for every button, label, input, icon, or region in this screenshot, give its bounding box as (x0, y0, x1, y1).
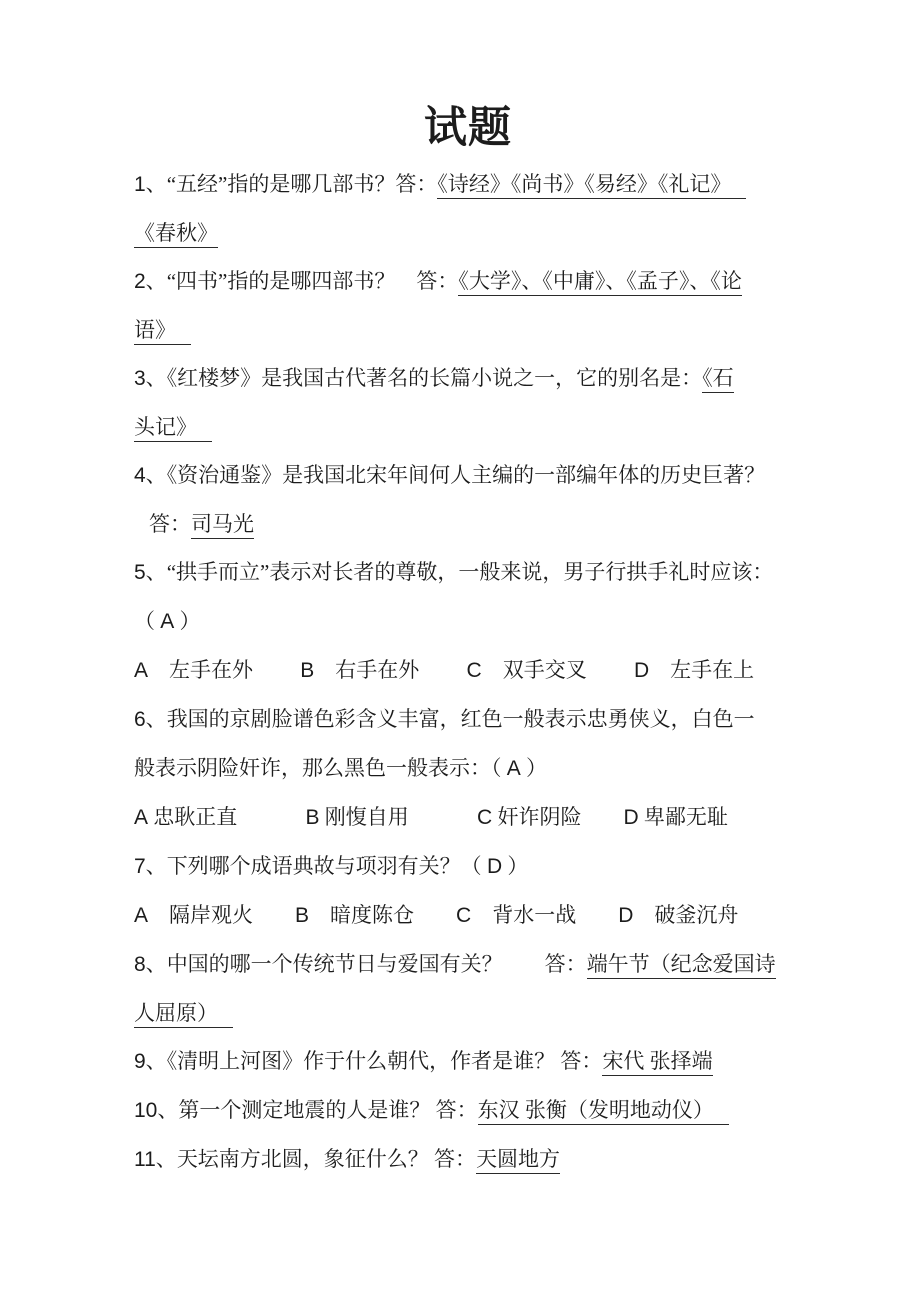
question-text: B (300, 659, 315, 682)
question-text: 4、 (134, 464, 167, 487)
text-line (134, 257, 802, 306)
question-text: 《清明上河图》作于什么朝代，作者是谁？ 答： (166, 1049, 603, 1073)
question-text: C (477, 806, 493, 829)
document-title: 试题 (424, 104, 512, 152)
question-text: A (134, 659, 149, 682)
text-line (134, 891, 802, 940)
question-text: 5、 (134, 561, 167, 584)
text-line (134, 744, 802, 793)
answer-text: 天圆地方 (476, 1147, 560, 1174)
question-text: 左手在外 (148, 658, 301, 682)
text-line (134, 940, 802, 989)
question-text: A (160, 610, 175, 633)
question-text: 右手在外 (314, 658, 467, 682)
question-text: 《资治通鉴》是我国北宋年间何人主编的一部编年体的历史巨著？ (166, 463, 766, 487)
text-line (134, 160, 802, 209)
question-text: D (623, 806, 639, 829)
answer-text: 东汉 张衡（发明地动仪） (478, 1098, 729, 1125)
question-text: “四书”指的是哪四部书？ 答： (166, 269, 459, 293)
answer-text: 语》 (134, 318, 191, 345)
question-text: 答： (149, 512, 191, 536)
text-line (134, 451, 802, 500)
question-text: 卑鄙无耻 (638, 805, 728, 829)
question-text: 破釜沉舟 (633, 903, 739, 927)
question-text: 中国的哪一个传统节日与爱国有关？ 答： (166, 952, 587, 976)
answer-text: 《诗经》《尚书》《易经》《礼记》 (437, 172, 746, 199)
question-text: 第一个测定地震的人是谁？ 答： (178, 1098, 478, 1122)
question-text: 我国的京剧脸谱色彩含义丰富，红色一般表示忠勇侠义，白色一 (166, 707, 755, 731)
question-text: D (486, 855, 503, 878)
question-text: 暗度陈仓 (309, 903, 457, 927)
text-line (134, 306, 802, 354)
question-text: （ (134, 609, 161, 633)
question-text: B (305, 806, 320, 829)
question-text: “五经”指的是哪几部书？答： (166, 172, 438, 196)
question-text: 隔岸观火 (148, 903, 296, 927)
question-text: D (618, 904, 634, 927)
answer-text: 《石 (702, 366, 734, 393)
answer-text: 宋代 张择端 (602, 1049, 712, 1076)
question-text: 双手交叉 (481, 658, 634, 682)
question-text: A (134, 806, 149, 829)
question-text: 11、 (134, 1148, 177, 1171)
question-text: 3、 (134, 367, 167, 390)
question-text: 7、 (134, 855, 167, 878)
text-line (134, 354, 802, 403)
question-text: 10、 (134, 1099, 179, 1122)
question-text: 《红楼梦》是我国古代著名的长篇小说之一，它的别名是： (166, 366, 703, 390)
question-text: 左手在上 (649, 658, 755, 682)
answer-text: 人屈原） (134, 1001, 233, 1028)
question-text: 1、 (134, 173, 167, 196)
question-text: A (134, 904, 149, 927)
question-text: 刚愎自用 (319, 805, 478, 829)
document-body (134, 160, 802, 1184)
question-text: B (295, 904, 310, 927)
text-line (134, 842, 802, 891)
question-text: “拱手而立”表示对长者的尊敬，一般来说，男子行拱手礼时应该： (166, 560, 774, 584)
answer-text: 端午节（纪念爱国诗 (587, 952, 776, 979)
question-text: ） (174, 609, 201, 633)
question-text: A (506, 757, 521, 780)
question-text: 2、 (134, 270, 167, 293)
question-text: 天坛南方北圆，象征什么？ 答： (176, 1147, 477, 1171)
question-text: D (633, 659, 650, 682)
question-text: ） (502, 854, 529, 878)
text-line (134, 1037, 802, 1086)
question-text: 9、 (134, 1050, 167, 1073)
question-text: 般表示阴险奸诈，那么黑色一般表示：（ (134, 756, 507, 780)
text-line (134, 548, 802, 597)
answer-text: 司马光 (191, 512, 254, 539)
question-text: 忠耿正直 (148, 805, 306, 829)
text-line (134, 695, 802, 744)
answer-text: 《大学》、《中庸》、《孟子》、《论 (458, 269, 742, 296)
question-text: 6、 (134, 708, 167, 731)
question-text: 奸诈阴险 (492, 805, 624, 829)
question-text: 背水一战 (471, 903, 619, 927)
text-line (134, 989, 802, 1037)
text-line (134, 793, 802, 842)
text-line (134, 597, 802, 646)
answer-text: 《春秋》 (134, 221, 218, 248)
answer-text: 头记》 (134, 415, 212, 442)
text-line (134, 209, 802, 257)
question-text: ） (520, 756, 548, 780)
question-text: 8、 (134, 953, 167, 976)
text-line (134, 1086, 802, 1135)
text-line (134, 403, 802, 451)
text-line (134, 646, 802, 695)
question-text: 下列哪个成语典故与项羽有关？（ (166, 854, 487, 878)
text-line (134, 1135, 802, 1184)
text-line (134, 500, 802, 548)
question-text: C (466, 659, 482, 682)
question-text: C (456, 904, 472, 927)
